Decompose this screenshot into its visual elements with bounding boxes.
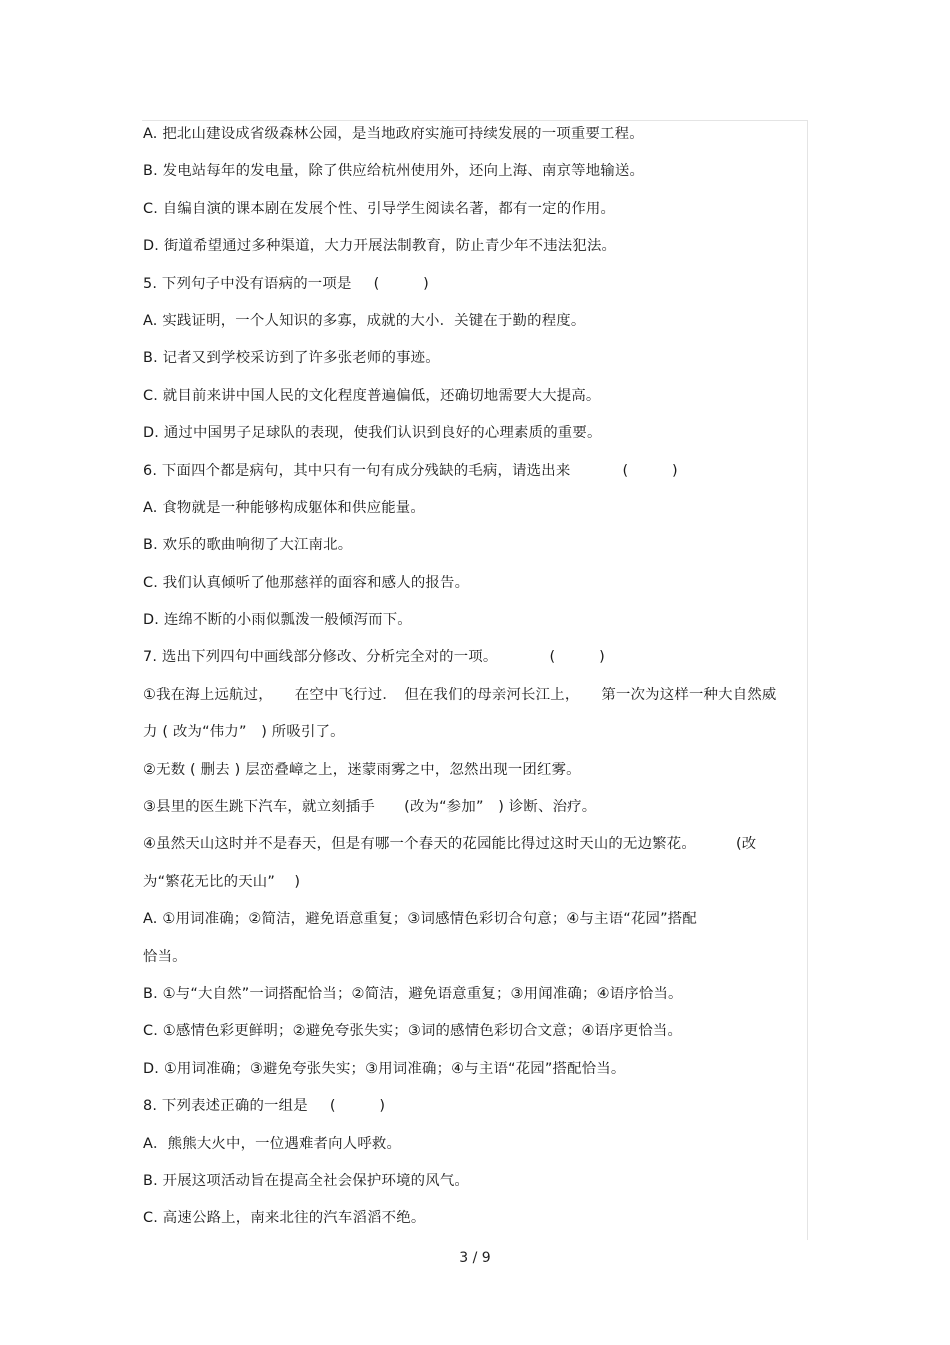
q7-option-a: A. ①用词准确；②简洁，避免语意重复；③词感情色彩切合句意；④与主语“花园”搭配 [143,911,697,928]
q4-option-b: B. 发电站每年的发电量，除了供应给杭州使用外，还向上海、南京等地输送。 [143,163,645,180]
q7-sentence-4 [143,826,813,863]
q7-option-a-cont: 恰当。 [143,948,187,965]
q5-option-a: A. 实践证明，一个人知识的多寡，成就的大小．关键在于勤的程度。 [143,312,586,329]
q7-stem [143,639,813,676]
q4-option-a: A. 把北山建设成省级森林公园，是当地政府实施可持续发展的一项重要工程。 [143,126,644,142]
q7-option-c: C. ①感情色彩更鲜明；②避免夸张失实；③词的感情色彩切合文意；④语序更恰当。 [143,1023,683,1040]
q8-option-b: B. 开展这项活动旨在提高全社会保护环境的风气。 [143,1172,470,1189]
q5-stem-text: 5. 下列句子中没有语病的一项是 [143,275,352,292]
q7-sentence-1: ①我在海上远航过， 在空中飞行过． 但在我们的母亲河长江上， 第一次为这样一种大自然威 [143,686,777,703]
q7-answer-paren: ( ) [549,649,605,666]
q7-sentence-4-note: (改 [735,836,757,853]
q8-stem-text: 8. 下列表述正确的一组是 [143,1098,308,1115]
q6-stem-text: 6. 下面四个都是病句，其中只有一句有成分残缺的毛病，请选出来 [143,462,571,479]
q8-option-c: C. 高速公路上，南来北往的汽车滔滔不绝。 [143,1210,426,1227]
q7-option-d: D. ①用词准确；③避免夸张失实；③用词准确；④与主语“花园”搭配恰当。 [143,1060,626,1077]
q6-option-b: B. 欢乐的歌曲响彻了大江南北。 [143,537,353,554]
q7-stem-text: 7. 选出下列四句中画线部分修改、分析完全对的一项。 [143,649,498,666]
q7-sentence-4-cont: 为“繁花无比的天山” ) [143,873,301,890]
page-number: 3 / 9 [459,1250,491,1266]
q8-stem [143,1088,813,1125]
q8-option-a: A．熊熊大火中，一位遇难者向人呼救。 [143,1135,402,1152]
q7-sentence-1-cont: 力 ( 改为“伟力” ) 所吸引了。 [143,724,345,741]
q8-answer-paren: ( ) [329,1098,386,1115]
q6-stem [143,453,813,490]
q7-sentence-4-text: ④虽然天山这时并不是春天，但是有哪一个春天的花园能比得过这时天山的无边繁花。 [143,836,696,853]
q5-option-b: B. 记者又到学校采访到了许多张老师的事迹。 [143,350,440,367]
q6-option-d: D. 连绵不断的小雨似瓢泼一般倾泻而下。 [143,612,412,629]
q4-option-c: C. 自编自演的课本剧在发展个性、引导学生阅读名著，都有一定的作用。 [143,200,616,217]
q6-option-c: C. 我们认真倾听了他那慈祥的面容和感人的报告。 [143,574,470,591]
q5-stem [143,266,813,303]
q7-sentence-2: ②无数 ( 删去 ) 层峦叠嶂之上，迷蒙雨雾之中，忽然出现一团红雾。 [143,761,581,778]
q4-option-d: D. 街道希望通过多种渠道，大力开展法制教育，防止青少年不违法犯法。 [143,238,617,255]
q5-option-c: C. 就目前来讲中国人民的文化程度普遍偏低，还确切地需要大大提高。 [143,387,601,404]
q6-option-a: A. 食物就是一种能够构成躯体和供应能量。 [143,499,425,516]
q5-answer-paren: ( ) [373,275,429,292]
q5-option-d: D. 通过中国男子足球队的表现，使我们认识到良好的心理素质的重要。 [143,425,602,442]
q7-option-b: B. ①与“大自然”一词搭配恰当；②简洁，避免语意重复；③用闻准确；④语序恰当。 [143,985,683,1002]
q7-sentence-3: ③县里的医生跳下汽车，就立刻插手 (改为“参加” ) 诊断、治疗。 [143,799,597,816]
document-body [143,116,813,1238]
q6-answer-paren: ( ) [622,462,678,479]
